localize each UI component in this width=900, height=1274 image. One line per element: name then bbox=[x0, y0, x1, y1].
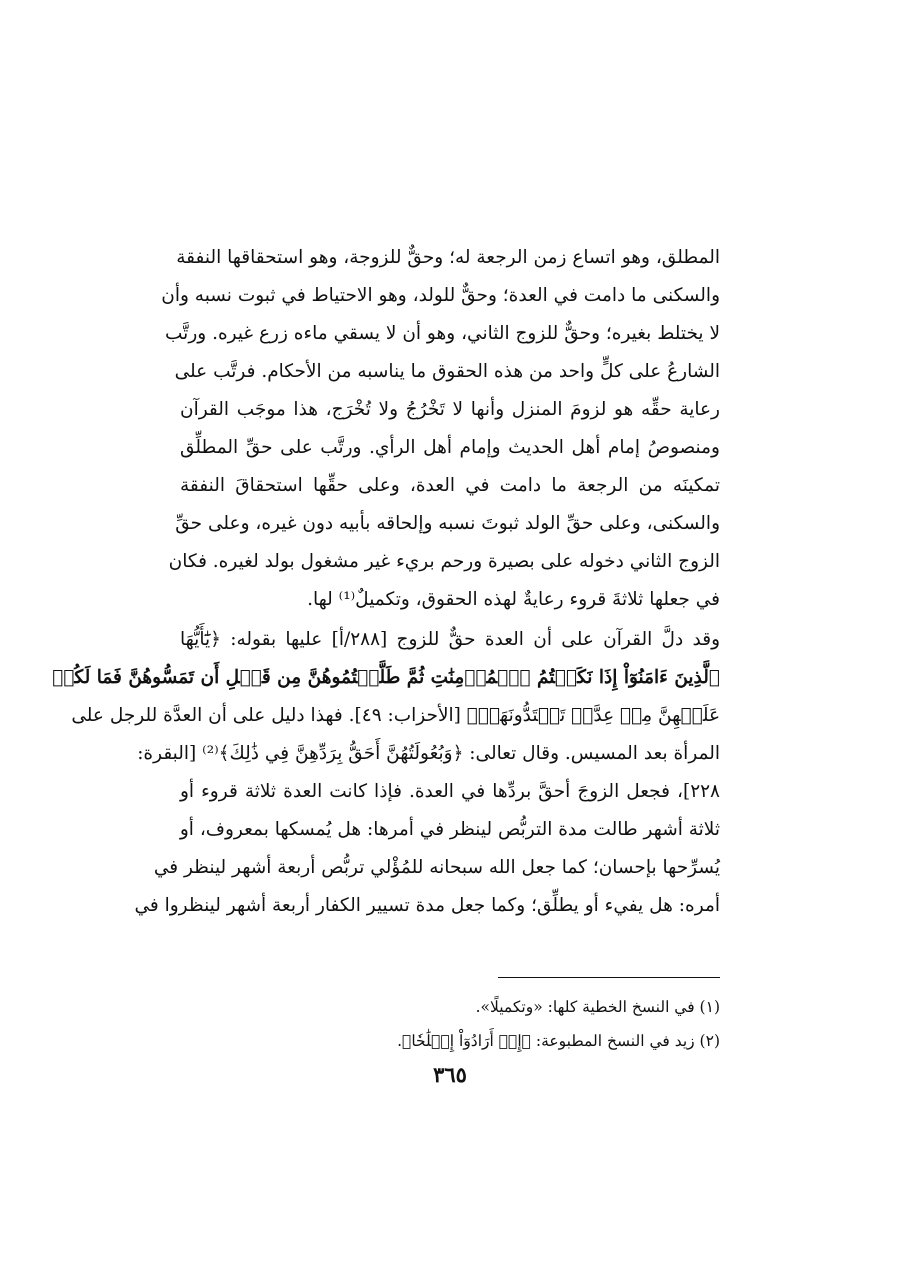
text-line: رعاية حقِّه هو لزومَ المنزل وأنها لا تَخْرُجُ ولا تُخْرَج، هذا موجَب القرآن bbox=[180, 399, 720, 420]
text-line: والسكنى، وعلى حقِّ الولد ثبوتَ نسبه وإلحاقه بأبيه دون غيره، وعلى حقِّ bbox=[175, 513, 720, 534]
footnotes bbox=[180, 990, 720, 1058]
text-line: الزوج الثاني دخوله على بصيرة ورحم بريء غير مشغول بولد لغيره. فكان bbox=[168, 551, 720, 572]
text-line: يُسرِّحها بإحسان؛ كما جعل الله سبحانه للمُؤْلي تربُّص أربعة أشهر لينظر في bbox=[153, 857, 720, 878]
text-line: ومنصوصُ إمام أهل الحديث وإمام أهل الرأي. ورتَّب على حقِّ المطلِّق bbox=[180, 437, 720, 458]
page-number: ٣٦٥ bbox=[433, 1062, 467, 1087]
text-line: والسكنى ما دامت في العدة؛ وحقٌّ للولد، وهو الاحتياط في ثبوت نسبه وأن bbox=[161, 285, 720, 306]
text-line: الشارعُ على كلٍّ واحد من هذه الحقوق ما يناسبه من الأحكام. فرتَّب على bbox=[174, 361, 720, 382]
paragraph-2 bbox=[52, 621, 721, 925]
footnote-1: (١) في النسخ الخطية كلها: «وتكميلًا». bbox=[475, 998, 720, 1016]
text-line: المرأة بعد المسيس. وقال تعالى: ﴿وَبُعُولَتُهُنَّ أَحَقُّ بِرَدِّهِنَّ فِي ذَٰلِكَ﴾⁽²⁾ [البقرة: bbox=[137, 743, 720, 764]
text-line: ٢٢٨]، فجعل الزوجَ أحقَّ بردِّها في العدة. فإذا كانت العدة ثلاثة قروء أو bbox=[180, 781, 720, 802]
text-line: المطلق، وهو اتساع زمن الرجعة له؛ وحقٌّ للزوجة، وهو استحقاقها النفقة bbox=[176, 247, 720, 268]
text-line: وقد دلَّ القرآن على أن العدة حقٌّ للزوج [٢٨٨/أ] عليها بقوله: ﴿يَٰٓأَيُّهَا bbox=[180, 629, 721, 650]
text-line: ثلاثة أشهر طالت مدة التربُّص لينظر في أمرها: هل يُمسكها بمعروف، أو bbox=[179, 819, 720, 840]
text-line: أمره: هل يفيء أو يطلِّق؛ وكما جعل مدة تسيير الكفار أربعة أشهر لينظروا في bbox=[134, 895, 720, 916]
footnote-2: (٢) زيد في النسخ المطبوعة: ﴿إِنۡ أَرَادُوٓاْ إِصۡلَٰحٗا﴾. bbox=[397, 1032, 720, 1050]
footnote-separator bbox=[498, 977, 720, 978]
text-line: لا يختلط بغيره؛ وحقٌّ للزوج الثاني، وهو أن لا يسقي ماءه زرع غيره. ورتَّب bbox=[165, 323, 720, 344]
quran-verse-line: ٱلَّذِينَ ءَامَنُوٓاْ إِذَا نَكَحۡتُمُ ٱلۡمُؤۡمِنَٰتِ ثُمَّ طَلَّقۡتُمُوهُنَّ مِن قَبۡلِ أَن تَمَسُّوهُنَّ فَمَا لَكُمۡ bbox=[52, 667, 720, 688]
text-line: تمكينَه من الرجعة ما دامت في العدة، وعلى حقِّها استحقاقَ النفقة bbox=[180, 475, 720, 496]
paragraph-1 bbox=[161, 239, 720, 619]
text-line: عَلَيۡهِنَّ مِنۡ عِدَّةٖ تَعۡتَدُّونَهَاۖ﴾ [الأحزاب: ٤٩]. فهذا دليل على أن العدَّة للرجل على bbox=[71, 705, 720, 726]
text-line: في جعلها ثلاثةَ قروء رعايةٌ لهذه الحقوق، وتكميلٌ⁽¹⁾ لها. bbox=[307, 589, 720, 610]
